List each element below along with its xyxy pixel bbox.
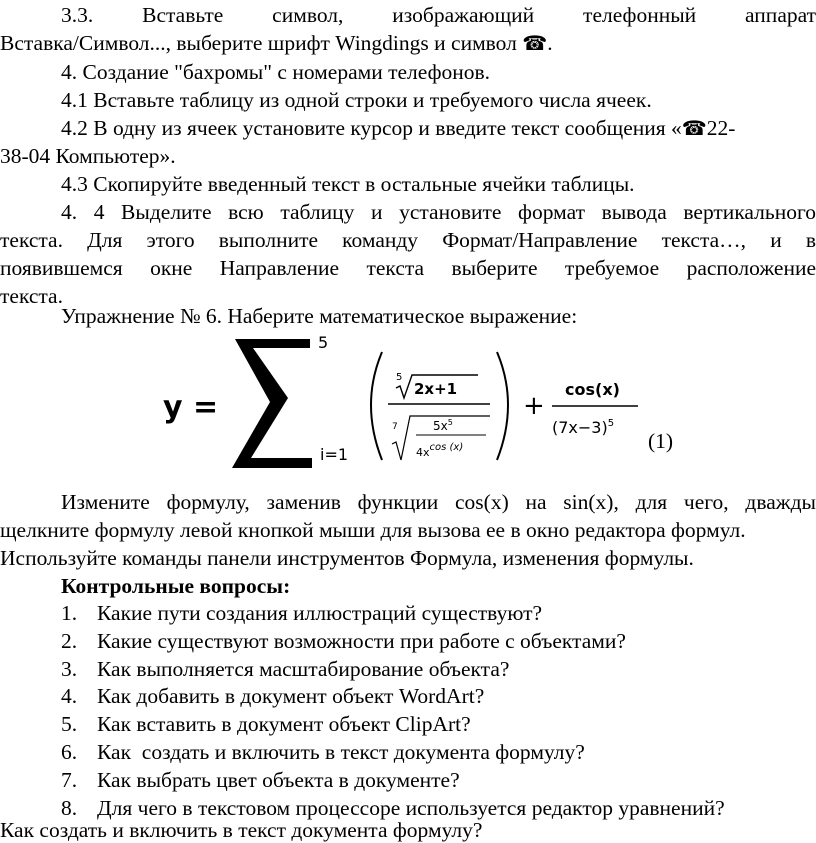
change-instruction-line-3: Используйте команды панели инструментов Формула, изменения формулы. <box>0 546 694 570</box>
paragraph-4-4-line-4: текста. <box>0 284 63 308</box>
question-number: 6. <box>61 740 78 764</box>
formula-graphic <box>160 332 660 482</box>
sum-lower-limit: i=1 <box>320 445 349 464</box>
exercise-heading: Упражнение № 6. Наберите математическое выражение: <box>61 304 578 328</box>
text: 4.2 В одну из ячеек установите курсор и введите текст сообщения « <box>61 116 682 140</box>
change-instruction-line-2: щелкните формулу левой кнопкой мыши для вызова ее в окно редактора формул. <box>0 518 746 542</box>
question-text: Какие существуют возможности при работе с объектами? <box>97 629 626 653</box>
inner-numerator: $5x^5$ <box>433 418 453 433</box>
question-number: 7. <box>61 768 78 792</box>
paragraph-4-3: 4.3 Скопируйте введенный текст в остальные ячейки таблицы. <box>61 172 635 196</box>
question-number: 8. <box>61 796 78 820</box>
question-text: Как выполняется масштабирование объекта? <box>97 657 510 681</box>
root-index: 5 <box>396 372 403 383</box>
inner-denominator: 4xcos (x) <box>416 442 464 459</box>
question-number: 5. <box>61 712 78 736</box>
question-text: Как создать и включить в текст документа формулу? <box>97 740 585 764</box>
paragraph-4-4-line-2: текста. Для этого выполните команду Формат/Направление текста…, и в <box>0 228 816 252</box>
question-number: 4. <box>61 684 78 708</box>
paragraph-4-2-line-2: 38-04 Компьютер». <box>0 144 176 168</box>
question-text: Какие пути создания иллюстраций существуют? <box>97 601 543 625</box>
paragraph-3-3-line-1: 3.3. Вставьте символ, изображающий телефонный аппарат <box>61 3 816 27</box>
sigma-symbol <box>232 339 312 468</box>
question-continuation: Как создать и включить в текст документа формулу? <box>0 818 483 842</box>
question-text: Как выбрать цвет объекта в документе? <box>97 768 460 792</box>
paragraph-4: 4. Создание "бахромы" с номерами телефонов. <box>61 60 491 84</box>
question-number: 3. <box>61 657 78 681</box>
text: . <box>547 31 553 55</box>
formula-y: y = <box>163 390 219 425</box>
paragraph-4-4-line-3: появившемся окне Направление текста выберите требуемое расположение <box>0 256 816 280</box>
sum-upper-limit: 5 <box>318 333 329 352</box>
cos-denominator: $(7x-3)^5$ <box>552 418 615 437</box>
question-number: 2. <box>61 629 78 653</box>
paragraph-4-1: 4.1 Вставьте таблицу из одной строки и требуемого числа ячеек. <box>61 88 652 112</box>
change-instruction-line-1: Измените формулу, заменив функции cos(x) на sin(x), для чего, дважды <box>61 490 816 514</box>
plus-sign: + <box>523 391 545 421</box>
paragraph-3-3-line-2 <box>0 30 816 56</box>
root-radicand: 2x+1 <box>414 380 458 398</box>
left-paren <box>371 352 382 460</box>
question-number: 1. <box>61 601 78 625</box>
cos-numerator: cos(x) <box>565 380 620 399</box>
text: Вставка/Символ..., выберите шрифт Wingdings и символ <box>0 31 517 55</box>
control-questions-heading: Контрольные вопросы: <box>61 574 291 598</box>
question-text: Как добавить в документ объект WordArt? <box>97 684 485 708</box>
formula-number: (1) <box>648 429 674 453</box>
question-text: Для чего в текстовом процессоре используется редактор уравнений? <box>97 796 725 820</box>
phone-icon: ☎ <box>681 116 707 140</box>
right-paren <box>497 352 508 460</box>
math-formula <box>160 332 660 482</box>
text: 22- <box>706 116 736 140</box>
question-text: Как вставить в документ объект ClipArt? <box>97 712 471 736</box>
seventh-root-index: 7 <box>392 422 398 432</box>
paragraph-4-2-line-1 <box>61 115 816 141</box>
paragraph-4-4-line-1: 4. 4 Выделите всю таблицу и установите формат вывода вертикального <box>61 200 816 224</box>
phone-icon: ☎ <box>522 31 548 55</box>
